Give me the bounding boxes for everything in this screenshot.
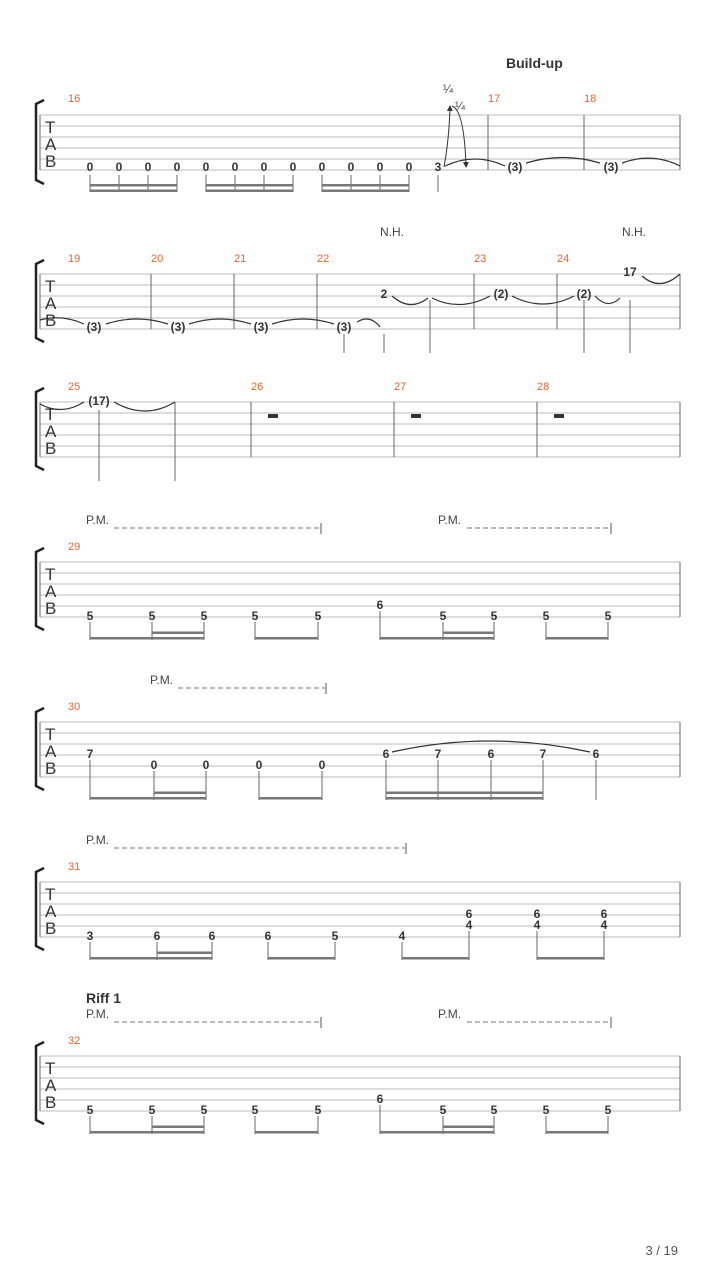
tab-note: 0 [115,160,123,174]
tab-note: 4 [600,918,608,932]
palm-mute-label: P.M. [86,1007,110,1021]
tab-note: (3) [507,160,523,174]
tab-note: 6 [376,1092,384,1106]
stems [99,402,175,481]
tab-note: 0 [376,160,384,174]
tab-note: 3 [434,160,442,174]
tab-note: 7 [434,747,442,761]
tab-note: 5 [542,1103,550,1117]
tab-clef-a: A [45,422,57,441]
tab-note: 5 [200,609,208,623]
tab-note: 5 [439,609,447,623]
staff-lines [40,1056,680,1111]
tab-note: 0 [144,160,152,174]
section-label: Riff 1 [86,990,121,1006]
measure-number: 30 [68,701,81,713]
measure-number: 20 [151,253,164,265]
stems [90,175,438,192]
measure-number: 23 [474,253,487,265]
system-3 [36,381,680,481]
tab-note: 0 [405,160,413,174]
harmonic-label: N.H. [622,225,646,239]
stems [90,611,608,640]
stems [344,300,630,353]
bend-release-amount: ¼ [455,99,466,113]
tab-note: (2) [493,287,509,301]
notes [87,160,619,174]
bend-amount: ¼ [443,82,454,96]
measure-number: 16 [68,93,81,105]
tab-note: 0 [347,160,355,174]
tab-note: 5 [542,609,550,623]
tab-note: 4 [465,918,473,932]
tab-note: 6 [487,747,495,761]
palm-mute-label: P.M. [438,1007,462,1021]
tab-note: 6 [592,747,600,761]
tab-note: (3) [603,160,619,174]
tab-note: 5 [314,1103,322,1117]
tab-note: (3) [336,320,352,334]
tab-note: 6 [153,929,161,943]
tab-clef-b: B [45,599,57,618]
tab-note: 0 [202,758,210,772]
measure-number: 22 [317,253,330,265]
tab-clef-t: T [45,565,56,584]
tab-clef-a: A [45,742,57,761]
section-label: Build-up [506,55,563,71]
tab-note: 7 [86,747,94,761]
tab-clef-a: A [45,582,57,601]
tab-clef-a: A [45,902,57,921]
tab-clef-t: T [45,1059,56,1078]
stems [90,1105,608,1134]
measure-number: 19 [68,253,81,265]
tab-note: 0 [173,160,181,174]
measure-number: 18 [584,93,597,105]
system-6 [36,833,680,960]
tab-note: 0 [150,758,158,772]
tab-clef-a: A [45,1076,57,1095]
measure-number: 29 [68,541,81,553]
tab-note: 0 [255,758,263,772]
tab-clef-t: T [45,118,56,137]
tab-note: 0 [318,758,326,772]
beams [90,952,604,960]
measure-number: 31 [68,861,81,873]
system-1 [36,55,680,192]
beams [90,184,409,192]
measure-number: 17 [488,93,501,105]
tab-note: 6 [208,929,216,943]
beams [90,632,608,640]
tab-note: 5 [490,1103,498,1117]
harmonic-label: N.H. [380,225,404,239]
tab-note: 0 [86,160,94,174]
tab-note: 5 [439,1103,447,1117]
tab-note: 6 [376,598,384,612]
tab-note: 2 [380,287,388,301]
tab-note: (3) [253,320,269,334]
tab-note: 5 [331,929,339,943]
measure-number: 28 [537,381,550,393]
tab-note: (2) [576,287,592,301]
notes [87,265,637,334]
palm-mute-label: P.M. [86,513,110,527]
tab-clef-b: B [45,152,57,171]
notes [87,598,612,623]
whole-rest [554,414,564,418]
tab-clef-t: T [45,405,56,424]
beams [90,792,543,800]
page-number: 3 / 19 [645,1243,678,1258]
tab-note: 6 [264,929,272,943]
tab-note: 0 [289,160,297,174]
tab-clef-a: A [45,135,57,154]
measure-number: 26 [251,381,264,393]
staff-lines [40,882,680,937]
tab-clef-b: B [45,439,57,458]
system-7 [36,990,680,1134]
whole-rest [411,414,421,418]
system-4 [36,513,680,640]
tab-note: 5 [490,609,498,623]
tab-note: 5 [604,1103,612,1117]
measure-number: 21 [234,253,247,265]
tab-note: 0 [318,160,326,174]
tab-note: 4 [398,929,406,943]
tab-note: 6 [600,907,608,921]
tab-note: (3) [170,320,186,334]
tab-note: 5 [314,609,322,623]
staff-lines [40,562,680,617]
tab-note: 5 [86,609,94,623]
tab-note: 5 [251,609,259,623]
tab-note: 0 [231,160,239,174]
stems [90,931,604,960]
tab-note: (17) [88,394,110,408]
tab-note: 5 [86,1103,94,1117]
tab-note: 4 [533,918,541,932]
tab-clef-b: B [45,919,57,938]
whole-rest [268,414,278,418]
tab-note: 6 [465,907,473,921]
notes [87,907,608,943]
measure-number: 27 [394,381,407,393]
notes [87,747,600,772]
tab-clef-b: B [45,759,57,778]
staff-lines [40,722,680,777]
tab-clef-b: B [45,311,57,330]
measure-number: 25 [68,381,81,393]
system-2 [36,225,680,353]
beams [90,1126,608,1134]
tab-note: 5 [148,1103,156,1117]
tab-clef-t: T [45,885,56,904]
tab-note: 5 [251,1103,259,1117]
palm-mute-label: P.M. [150,673,174,687]
palm-mute-label: P.M. [438,513,462,527]
tab-note: 7 [539,747,547,761]
tab-note: 0 [260,160,268,174]
rests [268,414,564,418]
palm-mute-label: P.M. [86,833,110,847]
tab-clef-a: A [45,294,57,313]
tab-clef-t: T [45,725,56,744]
notes [87,1092,612,1117]
tab-note: 3 [86,929,94,943]
tab-note: 17 [623,265,637,279]
tab-note: 5 [604,609,612,623]
tab-note: 6 [382,747,390,761]
tab-note: (3) [86,320,102,334]
tab-note: 5 [200,1103,208,1117]
tab-note: 0 [202,160,210,174]
tab-clef-b: B [45,1093,57,1112]
tab-note: 5 [148,609,156,623]
measure-number: 32 [68,1035,81,1047]
tab-clef-t: T [45,277,56,296]
system-5 [36,673,680,800]
tab-note: 6 [533,907,541,921]
measure-number: 24 [557,253,570,265]
